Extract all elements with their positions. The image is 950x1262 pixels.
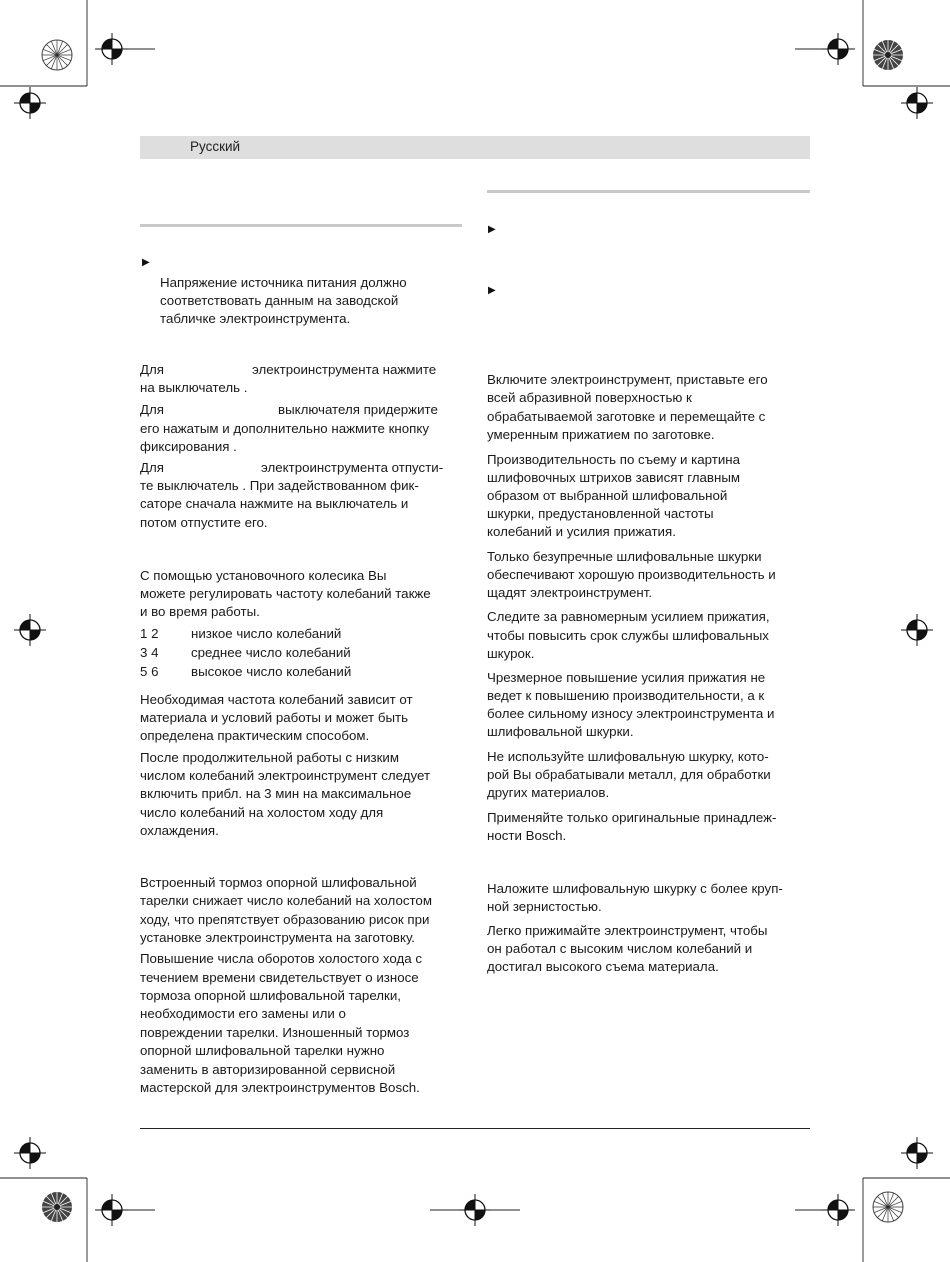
- brake-wear-line: течением времени свидетельствует о износе: [140, 970, 419, 985]
- power-note-line: соответствовать данным на заводской: [160, 293, 399, 308]
- switch-off-text: потом отпустите его.: [140, 515, 268, 530]
- switch-on-text: на выключатель .: [140, 380, 248, 395]
- light-press-line: он работал с высоким числом колебаний и: [487, 941, 753, 956]
- cooling-line: После продолжительной работы с низким: [140, 750, 399, 765]
- speed-desc: высокое число колебаний: [191, 664, 352, 679]
- metal-line: Не используйте шлифовальную шкурку, кото-: [487, 749, 769, 764]
- language-label: Русский: [190, 139, 241, 154]
- cooling-line: охлаждения.: [140, 823, 219, 838]
- performance-line: шлифовочных штрихов зависят главным: [487, 470, 741, 485]
- quality-line: щадят электроинструмент.: [487, 585, 653, 600]
- speed-range: 5 6: [140, 664, 159, 679]
- switch-off-text: саторе сначала нажмите на выключатель и: [140, 496, 409, 511]
- bullet-arrow-icon: ▶: [488, 224, 496, 235]
- excess-line: Чрезмерное повышение усилия прижатия не: [487, 670, 766, 685]
- performance-line: шкурки, предустановленной частоты: [487, 506, 714, 521]
- performance-line: Производительность по съему и картина: [487, 452, 741, 467]
- bullet-arrow-icon: ▶: [488, 285, 496, 296]
- excess-line: более сильному износу электроинструмента и: [487, 706, 775, 721]
- brake-wear-line: Повышение числа оборотов холостого хода с: [140, 951, 422, 966]
- speed-range: 1 2: [140, 626, 159, 641]
- speed-note-line: определена практическим способом.: [140, 728, 370, 743]
- left-section-rule: [140, 224, 462, 227]
- speed-intro-line: можете регулировать частоту колебаний также: [140, 586, 431, 601]
- brake-line: ходу, что препятствует образованию рисок при: [140, 912, 430, 927]
- bullet-arrow-icon: ▶: [142, 257, 150, 268]
- original-line: Применяйте только оригинальные принадлеж-: [487, 810, 777, 825]
- excess-line: ведет к повышению производительности, а к: [487, 688, 765, 703]
- speed-desc: среднее число колебаний: [191, 645, 351, 660]
- language-header-bar: [140, 136, 810, 159]
- lock-text: выключателя придержите: [278, 402, 438, 417]
- quality-line: Только безупречные шлифовальные шкурки: [487, 549, 762, 564]
- cooling-line: числом колебаний электроинструмент следует: [140, 768, 431, 783]
- brake-line: Встроенный тормоз опорной шлифовальной: [140, 875, 417, 890]
- metal-line: других материалов.: [487, 785, 610, 800]
- switch-off-word: Для: [140, 460, 164, 475]
- speed-note-line: материала и условий работы и может быть: [140, 710, 409, 725]
- switch-on-text: электроинструмента нажмите: [252, 362, 437, 377]
- coarse-line: ной зернистостью.: [487, 899, 602, 914]
- cooling-line: число колебаний на холостом ходу для: [140, 805, 384, 820]
- footer-rule: [140, 1128, 810, 1129]
- cooling-line: включить прибл. на 3 мин на максимальное: [140, 786, 412, 801]
- work-intro-line: Включите электроинструмент, приставьте его: [487, 372, 768, 387]
- excess-line: шлифовальной шкурки.: [487, 724, 634, 739]
- power-note-line: Напряжение источника питания должно: [160, 275, 407, 290]
- speed-intro-line: С помощью установочного колесика Вы: [140, 568, 387, 583]
- original-line: ности Bosch.: [487, 828, 567, 843]
- speed-intro-line: и во время работы.: [140, 604, 260, 619]
- pressure-line: Следите за равномерным усилием прижатия,: [487, 609, 770, 624]
- lock-word: Для: [140, 402, 164, 417]
- work-intro-line: обрабатываемой заготовке и перемещайте с: [487, 409, 766, 424]
- switch-on-word: Для: [140, 362, 164, 377]
- performance-line: образом от выбранной шлифовальной: [487, 488, 728, 503]
- lock-text: его нажатым и дополнительно нажмите кнопку: [140, 421, 429, 436]
- speed-note-line: Необходимая частота колебаний зависит от: [140, 692, 413, 707]
- switch-off-text: электроинструмента отпусти-: [261, 460, 444, 475]
- brake-line: тарелки снижает число колебаний на холостом: [140, 893, 432, 908]
- quality-line: обеспечивают хорошую производительность и: [487, 567, 776, 582]
- right-section-rule: [487, 190, 810, 193]
- metal-line: рой Вы обрабатывали металл, для обработки: [487, 767, 771, 782]
- pressure-line: шкурок.: [487, 646, 535, 661]
- performance-line: колебаний и усилия прижатия.: [487, 524, 676, 539]
- brake-wear-line: мастерской для электроинструментов Bosch.: [140, 1080, 420, 1095]
- speed-desc: низкое число колебаний: [191, 626, 342, 641]
- pressure-line: чтобы повысить срок службы шлифовальных: [487, 628, 769, 643]
- coarse-line: Наложите шлифовальную шкурку с более круп-: [487, 881, 783, 896]
- brake-line: установке электроинструмента на заготовку.: [140, 930, 415, 945]
- light-press-line: Легко прижимайте электроинструмент, чтобы: [487, 923, 768, 938]
- work-intro-line: умеренным прижатием по заготовке.: [487, 427, 715, 442]
- speed-range: 3 4: [140, 645, 159, 660]
- light-press-line: достигал высокого съема материала.: [487, 959, 719, 974]
- work-intro-line: всей абразивной поверхностью к: [487, 390, 692, 405]
- lock-text: фиксирования .: [140, 439, 237, 454]
- switch-off-text: те выключатель . При задействованном фик-: [140, 478, 419, 493]
- brake-wear-line: тормоза опорной шлифовальной тарелки,: [140, 988, 401, 1003]
- power-note-line: табличке электроинструмента.: [160, 311, 351, 326]
- brake-wear-line: заменить в авторизированной сервисной: [140, 1062, 396, 1077]
- brake-wear-line: необходимости его замены или о: [140, 1006, 346, 1021]
- brake-wear-line: опорной шлифовальной тарелки нужно: [140, 1043, 385, 1058]
- brake-wear-line: повреждении тарелки. Изношенный тормоз: [140, 1025, 410, 1040]
